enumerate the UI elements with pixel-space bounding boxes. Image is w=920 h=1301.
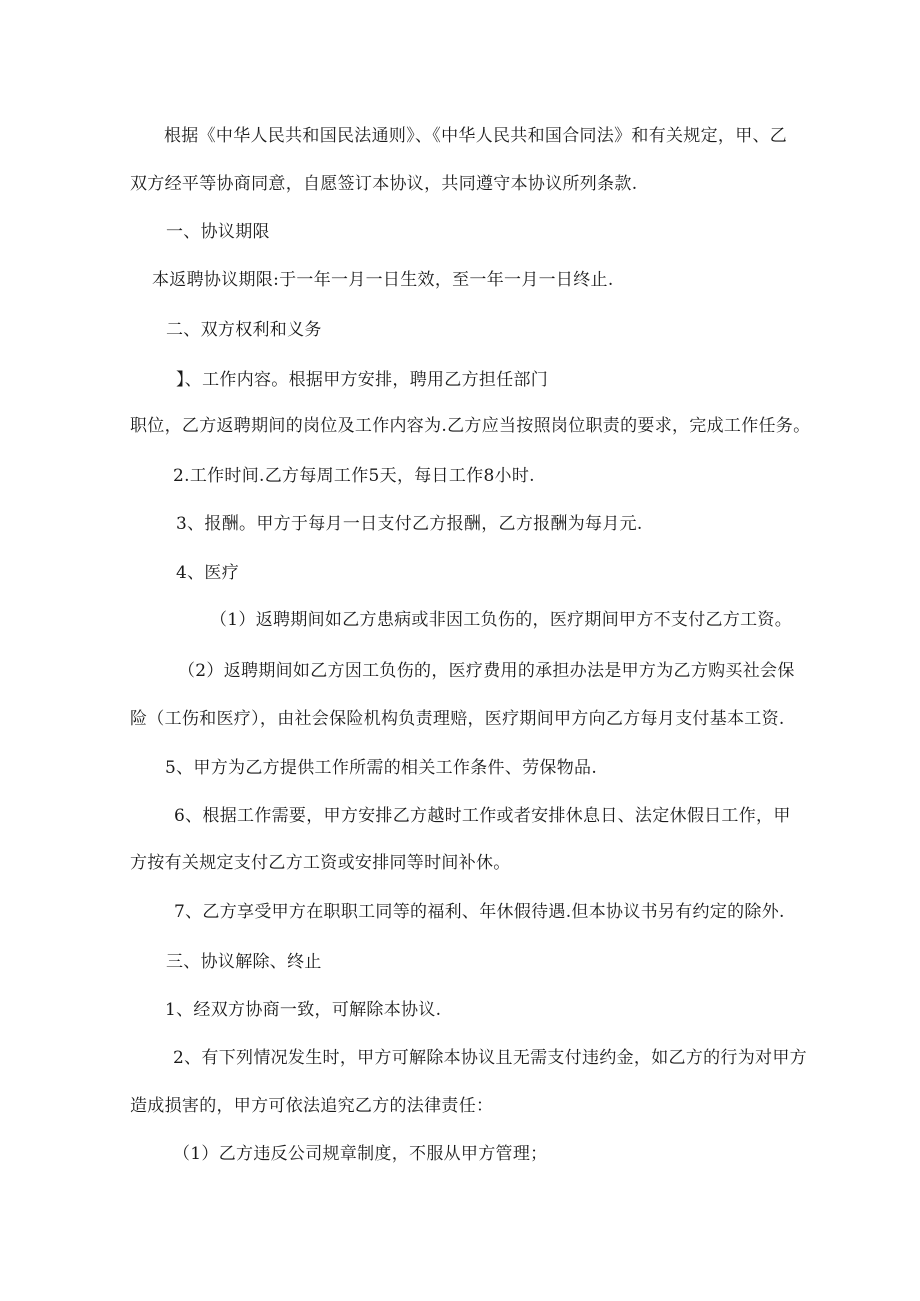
- clause-3: 3、报酬。甲方于每月一日支付乙方报酬，乙方报酬为每月元.: [176, 514, 643, 534]
- termination-clause-2-item-1: （1）乙方违反公司规章制度，不服从甲方管理；: [173, 1144, 548, 1164]
- termination-clause-2-line-2: 造成损害的，甲方可依法追究乙方的法律责任：: [130, 1096, 494, 1116]
- clause-2: 2.工作时间.乙方每周工作5天，每日工作8小时.: [173, 466, 535, 486]
- section-heading-term: 一、协议期限: [166, 222, 270, 242]
- clause-5: 5、甲方为乙方提供工作所需的相关工作条件、劳保物品.: [165, 758, 598, 778]
- clause-4-item-1: （1）返聘期间如乙方患病或非因工负伤的，医疗期间甲方不支付乙方工资。: [210, 610, 793, 630]
- clause-4-item-2-line-1: （2）返聘期间如乙方因工负伤的，医疗费用的承担办法是甲方为乙方购买社会保: [178, 661, 795, 681]
- termination-clause-2-line-1: 2、有下列情况发生时，甲方可解除本协议且无需支付违约金，如乙方的行为对甲方: [173, 1048, 807, 1068]
- term-paragraph: 本返聘协议期限:于一年一月一日生效，至一年一月一日终止.: [152, 270, 614, 290]
- termination-clause-1: 1、经双方协商一致，可解除本协议.: [165, 1000, 442, 1020]
- clause-1-line-1: 】、工作内容。根据甲方安排，聘用乙方担任部门: [176, 370, 549, 390]
- clause-4-item-2-line-2: 险（工伤和医疗），由社会保险机构负责理赔，医疗期间甲方向乙方每月支付基本工资.: [130, 709, 785, 729]
- intro-line-2: 双方经平等协商同意，自愿签订本协议，共同遵守本协议所列条款.: [130, 174, 638, 194]
- clause-1-line-2: 职位，乙方返聘期间的岗位及工作内容为.乙方应当按照岗位职责的要求，完成工作任务。: [130, 416, 811, 436]
- clause-4-heading: 4、医疗: [176, 563, 240, 583]
- section-heading-rights: 二、双方权利和义务: [166, 320, 322, 340]
- intro-line-1: 根据《中华人民共和国民法通则》、《中华人民共和国合同法》和有关规定，甲、乙: [164, 126, 788, 146]
- clause-6-line-2: 方按有关规定支付乙方工资或安排同等时间补休。: [130, 853, 511, 873]
- clause-6-line-1: 6、根据工作需要，甲方安排乙方越时工作或者安排休息日、法定休假日工作，甲: [174, 806, 791, 826]
- section-heading-termination: 三、协议解除、终止: [166, 952, 322, 972]
- clause-7: 7、乙方享受甲方在职职工同等的福利、年休假待遇.但本协议书另有约定的除外.: [174, 902, 785, 922]
